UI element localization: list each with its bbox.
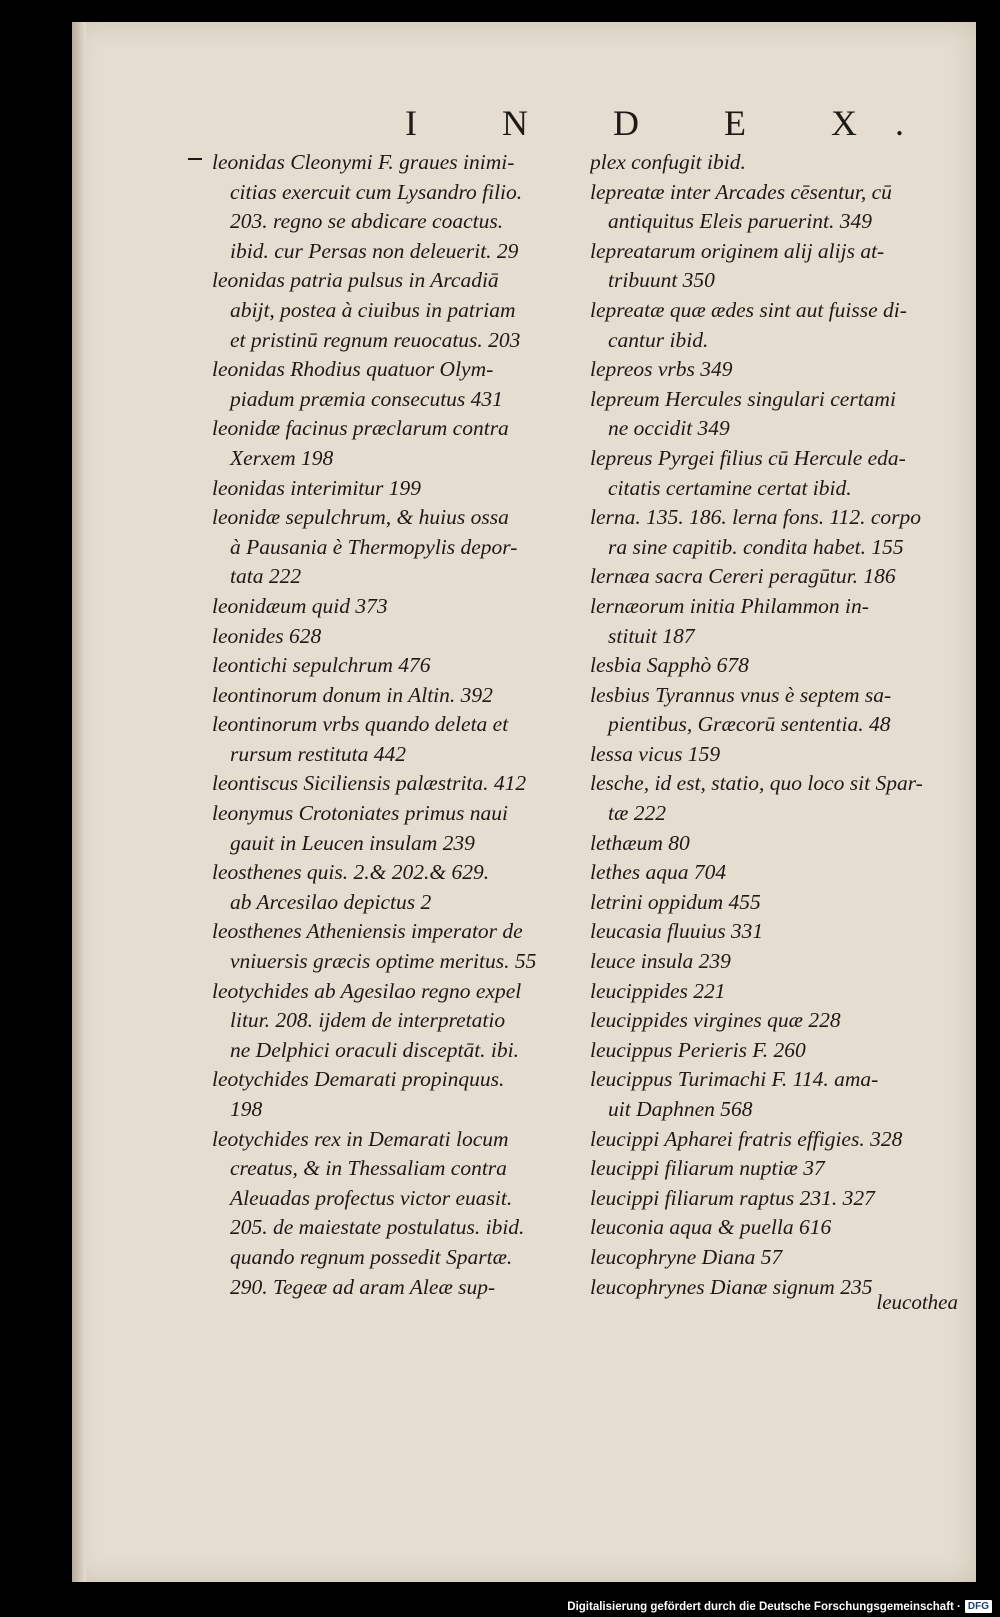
index-entry-headline: lerna. 135. 186. lerna fons. 112. corpo (590, 505, 922, 530)
page-gutter-shadow (72, 22, 86, 1582)
index-entry-headline: leucippides 221 (590, 978, 726, 1003)
index-entry-headline: leucippi Apharei fratris effigies. 328 (590, 1126, 903, 1151)
index-entry-headline: leonidæum quid 373 (212, 593, 388, 618)
index-entry-headline: lepreum Hercules singulari certami (590, 386, 896, 411)
index-entry (212, 769, 570, 799)
index-entry-headline: lepreos vrbs 349 (590, 357, 733, 382)
index-entry (590, 917, 952, 947)
index-entry (590, 444, 952, 503)
index-entry (212, 799, 570, 858)
index-entry (212, 503, 570, 592)
index-entry-headline: leonidas Cleonymi F. graues inimi- (212, 150, 515, 174)
index-entry-headline: lesche, id est, statio, quo loco sit Spar- (590, 771, 923, 796)
index-entry-headline: leontichi sepulchrum 476 (212, 653, 431, 678)
index-entry-continuation: 290. Tegeæ ad aram Aleæ sup- (230, 1274, 496, 1299)
index-entry-headline: leucasia fluuius 331 (590, 919, 764, 944)
index-entry (590, 1006, 952, 1036)
index-entry-headline: leontinorum vrbs quando deleta et (212, 712, 509, 737)
index-entry (212, 710, 570, 769)
index-entry-headline: lepreatæ inter Arcades cēsentur, cū (590, 179, 892, 204)
index-entry (590, 740, 952, 770)
index-entry (212, 355, 570, 414)
index-column-right (590, 148, 952, 1302)
index-entry-headline: lesbius Tyrannus vnus è septem sa- (590, 682, 892, 707)
index-entry-continuation: rursum restituta 442 (230, 741, 406, 766)
index-entry (590, 1125, 952, 1155)
catchword: leucothea (876, 1290, 958, 1314)
index-entry-continuation: abijt, postea à ciuibus in patriam (230, 297, 516, 322)
margin-dash-mark (188, 158, 202, 160)
index-entry (590, 148, 952, 178)
index-entry-headline: leonidas interimitur 199 (212, 475, 422, 500)
index-entry-headline: lethes aqua 704 (590, 860, 727, 885)
index-column-left (212, 148, 570, 1302)
index-entry-continuation: piadum præmia consecutus 431 (230, 386, 503, 411)
index-entry-headline: leonides 628 (212, 623, 322, 648)
index-entry (212, 622, 570, 652)
index-entry-headline: lesbia Sapphò 678 (590, 653, 749, 678)
index-entry (590, 1213, 952, 1243)
index-entry-continuation: creatus, & in Thessaliam contra (230, 1156, 507, 1181)
index-entry-continuation: 203. regno se abdicare coactus. (230, 209, 504, 234)
index-entry-continuation: Aleuadas profectus victor euasit. (230, 1185, 513, 1210)
index-entry (590, 1154, 952, 1184)
index-entry-continuation: tæ 222 (608, 801, 666, 826)
index-entry (212, 681, 570, 711)
index-entry (590, 858, 952, 888)
index-entry-continuation: cantur ibid. (608, 327, 709, 352)
index-entry-continuation: ibid. cur Persas non deleuerit. 29 (230, 238, 519, 263)
index-entry-headline: lernæorum initia Philammon in- (590, 593, 869, 618)
index-entry-headline: leontinorum donum in Altin. 392 (212, 682, 493, 707)
index-entry (590, 1243, 952, 1273)
index-entry-headline: lessa vicus 159 (590, 741, 721, 766)
index-entry-headline: leonidas Rhodius quatuor Olym- (212, 357, 494, 382)
index-entry-continuation: quando regnum possedit Spartæ. (230, 1244, 513, 1269)
index-entry-continuation: pientibus, Græcorū sententia. 48 (608, 712, 891, 737)
index-entry-headline: leosthenes Atheniensis imperator de (212, 919, 523, 944)
index-entry-headline: leucippides virgines quæ 228 (590, 1008, 841, 1033)
index-entry-continuation: 198 (230, 1097, 263, 1121)
dfg-logo: DFG (965, 1600, 992, 1613)
index-entry (590, 296, 952, 355)
index-entry (590, 178, 952, 237)
index-entry-continuation: litur. 208. ijdem de interpretatio (230, 1008, 506, 1033)
index-entry-headline: leonymus Crotoniates primus naui (212, 801, 509, 826)
index-entry-headline: leonidæ sepulchrum, & huius ossa (212, 505, 509, 530)
index-entry-headline: lethæum 80 (590, 830, 690, 855)
index-entry (590, 977, 952, 1007)
index-entry (590, 385, 952, 444)
index-entry (590, 1184, 952, 1214)
index-entry-continuation: à Pausania è Thermopylis depor- (230, 534, 518, 559)
index-entry-continuation: Xerxem 198 (230, 445, 334, 470)
index-entry-continuation: tata 222 (230, 564, 302, 589)
index-entry-headline: leonidæ facinus præclarum contra (212, 416, 509, 441)
index-entry-continuation: vniuersis græcis optime meritus. 55 (230, 949, 537, 974)
index-entry-headline: leucippi filiarum nuptiæ 37 (590, 1156, 825, 1181)
index-entry-headline: leosthenes quis. 2.& 202.& 629. (212, 860, 490, 885)
index-entry (590, 355, 952, 385)
index-entry (212, 414, 570, 473)
index-entry-headline: letrini oppidum 455 (590, 889, 761, 914)
index-entry-headline: leonidas patria pulsus in Arcadiā (212, 268, 499, 293)
index-entry-continuation: uit Daphnen 568 (608, 1097, 753, 1121)
index-entry-continuation: ab Arcesilao depictus 2 (230, 889, 432, 914)
index-entry-headline: leucophrynes Dianæ signum 235 (590, 1274, 873, 1299)
index-entry (212, 858, 570, 917)
index-entry-headline: lernæa sacra Cereri peragūtur. 186 (590, 564, 896, 589)
index-entry-continuation: citatis certamine certat ibid. (608, 475, 852, 500)
index-entry-headline: leuce insula 239 (590, 949, 731, 974)
index-entry-headline: leotychides Demarati propinquus. (212, 1067, 505, 1092)
index-entry (590, 947, 952, 977)
index-entry-headline: leucippi filiarum raptus 231. 327 (590, 1185, 875, 1210)
index-entry (590, 237, 952, 296)
index-entry (590, 1065, 952, 1124)
index-entry-continuation: stituit 187 (608, 623, 695, 648)
index-entry-headline: leucophryne Diana 57 (590, 1244, 783, 1269)
index-entry-headline: lepreatæ quæ ædes sint aut fuisse di- (590, 297, 907, 322)
index-entry (590, 829, 952, 859)
digitization-credit-text: Digitalisierung gefördert durch die Deutsche Forschungsgemeinschaft · (567, 1600, 961, 1613)
index-entry (590, 681, 952, 740)
index-entry-continuation: ne occidit 349 (608, 416, 730, 441)
index-entry-continuation: tribuunt 350 (608, 268, 715, 293)
index-entry-continuation: gauit in Leucen insulam 239 (230, 830, 475, 855)
index-entry-headline: leucippus Perieris F. 260 (590, 1037, 806, 1062)
index-entry (212, 148, 570, 266)
index-entry-headline: lepreatarum originem alij alijs at- (590, 238, 885, 263)
index-entry-continuation: et pristinū regnum reuocatus. 203 (230, 327, 521, 352)
index-entry-headline: leotychides rex in Demarati locum (212, 1126, 509, 1151)
index-entry (212, 592, 570, 622)
index-entry (212, 266, 570, 355)
index-entry (212, 474, 570, 504)
index-entry-continuation: ra sine capitib. condita habet. 155 (608, 534, 904, 559)
index-entry (590, 592, 952, 651)
index-entry (212, 1065, 570, 1124)
digitization-credit (567, 1600, 992, 1613)
page-title: I N D E X. (405, 103, 942, 143)
index-entry-continuation: 205. de maiestate postulatus. ibid. (230, 1215, 525, 1240)
index-entry (212, 651, 570, 681)
index-entry (590, 1036, 952, 1066)
index-entry-headline: leucippus Turimachi F. 114. ama- (590, 1067, 879, 1092)
index-entry-headline: leontiscus Siciliensis palæstrita. 412 (212, 771, 527, 796)
index-entry (590, 562, 952, 592)
index-entry (590, 503, 952, 562)
index-entry-headline: leuconia aqua & puella 616 (590, 1215, 832, 1240)
index-entry-continuation: ne Delphici oraculi disceptāt. ibi. (230, 1037, 520, 1062)
index-entry (212, 917, 570, 976)
index-entry (212, 977, 570, 1066)
index-entry (590, 769, 952, 828)
index-entry-headline: lepreus Pyrgei filius cū Hercule eda- (590, 445, 906, 470)
index-entry (590, 651, 952, 681)
index-entry-continuation: antiquitus Eleis paruerint. 349 (608, 209, 872, 234)
index-entry (590, 888, 952, 918)
index-entry-continuation: citias exercuit cum Lysandro filio. (230, 179, 523, 204)
index-entry-headline: leotychides ab Agesilao regno expel (212, 978, 522, 1003)
index-entry (212, 1125, 570, 1303)
index-entry-headline: plex confugit ibid. (590, 150, 746, 174)
